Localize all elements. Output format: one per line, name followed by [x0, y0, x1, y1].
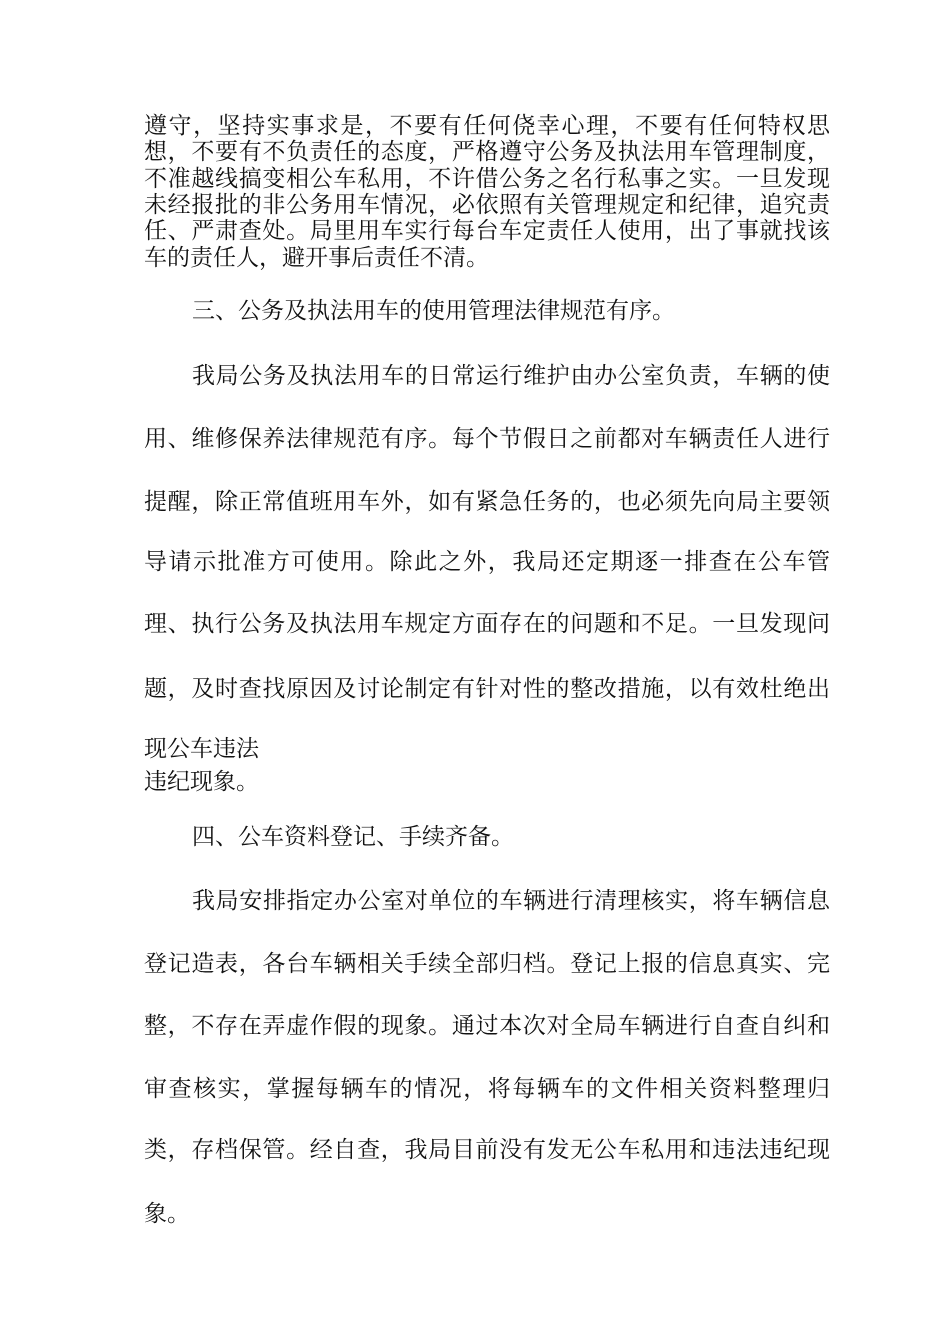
- paragraph-line: 我局公务及执法用车的日常运行维护由办公室负责，车辆的使: [192, 363, 830, 389]
- paragraph-line: 遵守，坚持实事求是，不要有任何侥幸心理，不要有任何特权思: [144, 113, 830, 139]
- paragraph-line: 我局安排指定办公室对单位的车辆进行清理核实，将车辆信息: [192, 888, 830, 914]
- paragraph-line: 类，存档保管。经自查，我局目前没有发无公车私用和违法违纪现: [144, 1137, 830, 1163]
- paragraph-line: 想，不要有不负责任的态度，严格遵守公务及执法用车管理制度，: [144, 139, 830, 165]
- section-heading: 四、公车资料登记、手续齐备。: [192, 824, 514, 850]
- paragraph-line: 登记造表，各台车辆相关手续全部归档。登记上报的信息真实、完: [144, 951, 830, 977]
- paragraph-line: 现公车违法: [144, 736, 259, 762]
- paragraph-line: 导请示批准方可使用。除此之外，我局还定期逐一排查在公车管: [144, 549, 830, 575]
- paragraph-line: 用、维修保养法律规范有序。每个节假日之前都对车辆责任人进行: [144, 426, 830, 452]
- paragraph-line: 车的责任人，避开事后责任不清。: [144, 245, 489, 271]
- paragraph-line: 象。: [144, 1201, 190, 1227]
- paragraph-line: 整，不存在弄虚作假的现象。通过本次对全局车辆进行自查自纠和: [144, 1013, 830, 1039]
- paragraph-line: 提醒，除正常值班用车外，如有紧急任务的，也必须先向局主要领: [144, 489, 830, 515]
- paragraph-line: 未经报批的非公务用车情况，必依照有关管理规定和纪律，追究责: [144, 192, 830, 218]
- paragraph-line: 任、严肃查处。局里用车实行每台车定责任人使用，出了事就找该: [144, 218, 830, 244]
- paragraph-line: 违纪现象。: [144, 769, 259, 795]
- paragraph-line: 不准越线搞变相公车私用，不许借公务之名行私事之实。一旦发现: [144, 166, 830, 192]
- section-heading: 三、公务及执法用车的使用管理法律规范有序。: [192, 298, 675, 324]
- paragraph-line: 审查核实，掌握每辆车的情况，将每辆车的文件相关资料整理归: [144, 1076, 830, 1102]
- paragraph-line: 理、执行公务及执法用车规定方面存在的问题和不足。一旦发现问: [144, 611, 830, 637]
- paragraph-line: 题，及时查找原因及讨论制定有针对性的整改措施，以有效杜绝出: [144, 676, 830, 702]
